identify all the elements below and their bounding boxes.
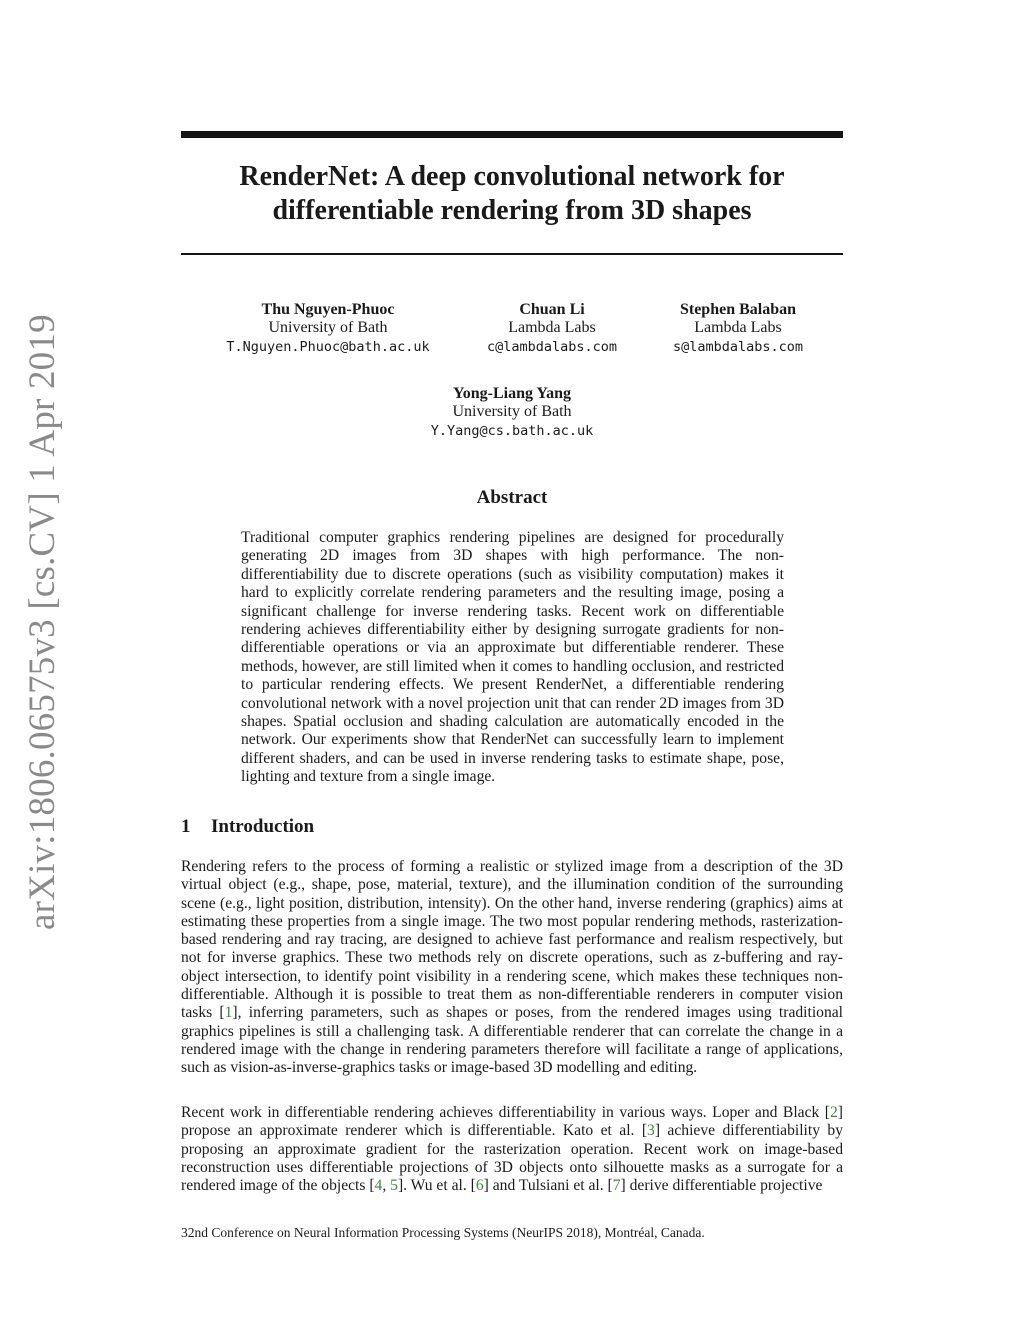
author-affiliation: University of Bath (268, 319, 388, 336)
intro-paragraph-1 (181, 858, 843, 1078)
paragraph-text: ], inferring parameters, such as shapes or poses, from the rendered images using traditional graphics pipelines is still a challenging task. A differentiable renderer that can correlate the change in a rendered image with the change in rendering parameters therefore will facilitate a range of applications, such as vision-as-inverse-graphics tasks or image-based 3D modelling and editing. (181, 1004, 844, 1077)
citation-link[interactable]: 4 (374, 1177, 383, 1195)
author-block-2 (452, 301, 652, 357)
paragraph-text: , (382, 1177, 391, 1195)
author-email[interactable]: T.Nguyen.Phuoc@bath.ac.uk (226, 339, 430, 355)
author-block-1 (200, 301, 456, 357)
paragraph-text: ] propose an approximate renderer which is differentiable. Kato et al. [ (181, 1104, 843, 1140)
intro-paragraph-2 (181, 1104, 843, 1195)
author-affiliation: Lambda Labs (694, 319, 782, 336)
author-affiliation: Lambda Labs (508, 319, 596, 336)
abstract-heading: Abstract (476, 487, 548, 508)
citation-link[interactable]: 1 (224, 1004, 233, 1022)
conference-footnote: 32nd Conference on Neural Information Processing Systems (NeurIPS 2018), Montréal, Canada. (181, 1225, 705, 1240)
paragraph-text: Rendering refers to the process of forming a realistic or stylized image from a description of the 3D virtual object (e.g., shape, pose, material, texture), and the illumination condition of the surrounding scene (e.g., light position, distribution, intensity). On the other hand, inverse rendering (graphics) aims at estimating these properties from a single image. The two most popular rendering methods, rasterization-based rendering and ray tracing, are designed to achieve fast performance and realism respectively, but not for inverse graphics. These two methods rely on discrete operations, such as z-buffering and ray-object intersection, to identify point visibility in a rendering scene, which makes these techniques non-differentiable. Although it is possible to treat them as non-differentiable renderers in computer vision tasks [ (181, 858, 843, 1022)
title-line-1: RenderNet: A deep convolutional network for (239, 161, 785, 192)
paper-title (181, 160, 843, 228)
section-number: 1 (181, 816, 191, 837)
author-email[interactable]: Y.Yang@cs.bath.ac.uk (430, 423, 594, 439)
author-email[interactable]: c@lambdalabs.com (486, 339, 618, 355)
citation-link[interactable]: 7 (612, 1177, 621, 1195)
section-heading (181, 816, 314, 838)
section-title: Introduction (211, 816, 315, 837)
citation-link[interactable]: 6 (475, 1177, 484, 1195)
citation-link[interactable]: 2 (830, 1104, 838, 1121)
author-affiliation: University of Bath (452, 403, 572, 420)
title-bottom-rule (181, 253, 843, 255)
citation-link[interactable]: 5 (390, 1177, 398, 1195)
title-top-rule (181, 131, 843, 138)
paragraph-text: ]. Wu et al. [ (397, 1177, 476, 1195)
author-name: Stephen Balaban (679, 301, 797, 318)
author-block-4 (412, 385, 612, 441)
paragraph-text: ] and Tulsiani et al. [ (483, 1177, 613, 1195)
title-line-2: differentiable rendering from 3D shapes (272, 195, 752, 226)
author-email[interactable]: s@lambdalabs.com (672, 339, 804, 355)
author-name: Thu Nguyen-Phuoc (261, 301, 395, 318)
arxiv-stamp: arXiv:1806.06575v3 [cs.CV] 1 Apr 2019 (22, 314, 63, 930)
citation-link[interactable]: 3 (647, 1122, 655, 1140)
author-name: Chuan Li (519, 301, 585, 318)
author-block-3 (648, 301, 828, 357)
paragraph-text: Recent work in differentiable rendering achieves differentiability in various ways. Loper and Black [ (181, 1104, 830, 1121)
paragraph-text: ] derive differentiable projective (620, 1177, 823, 1195)
paragraph-text: ] achieve differentiability by proposing an approximate gradient for the rasterization operation. Recent work on image-based reconstruction uses differentiable projections of 3D objects onto silhouette masks as a surrogate for a rendered image of the objects [ (181, 1122, 844, 1195)
abstract-text: Traditional computer graphics rendering pipelines are designed for procedurally generating 2D images from 3D shapes with high performance. The non-differentiability due to discrete operations (such as visibility computation) makes it hard to explicitly correlate rendering parameters and the resulting image, posing a significant challenge for inverse rendering tasks. Recent work on differentiable rendering achieves differentiability either by designing surrogate gradients for non-differentiable operations or via an approximate but differentiable renderer. These methods, however, are still limited when it comes to handling occlusion, and restricted to particular rendering effects. We present RenderNet, a differentiable rendering convolutional network with a novel projection unit that can render 2D images from 3D shapes. Spatial occlusion and shading calculation are automatically encoded in the network. Our experiments show that RenderNet can successfully learn to implement different shaders, and can be used in inverse rendering tasks to estimate shape, pose, lighting and texture from a single image. (241, 529, 784, 786)
author-name: Yong-Liang Yang (452, 385, 572, 402)
